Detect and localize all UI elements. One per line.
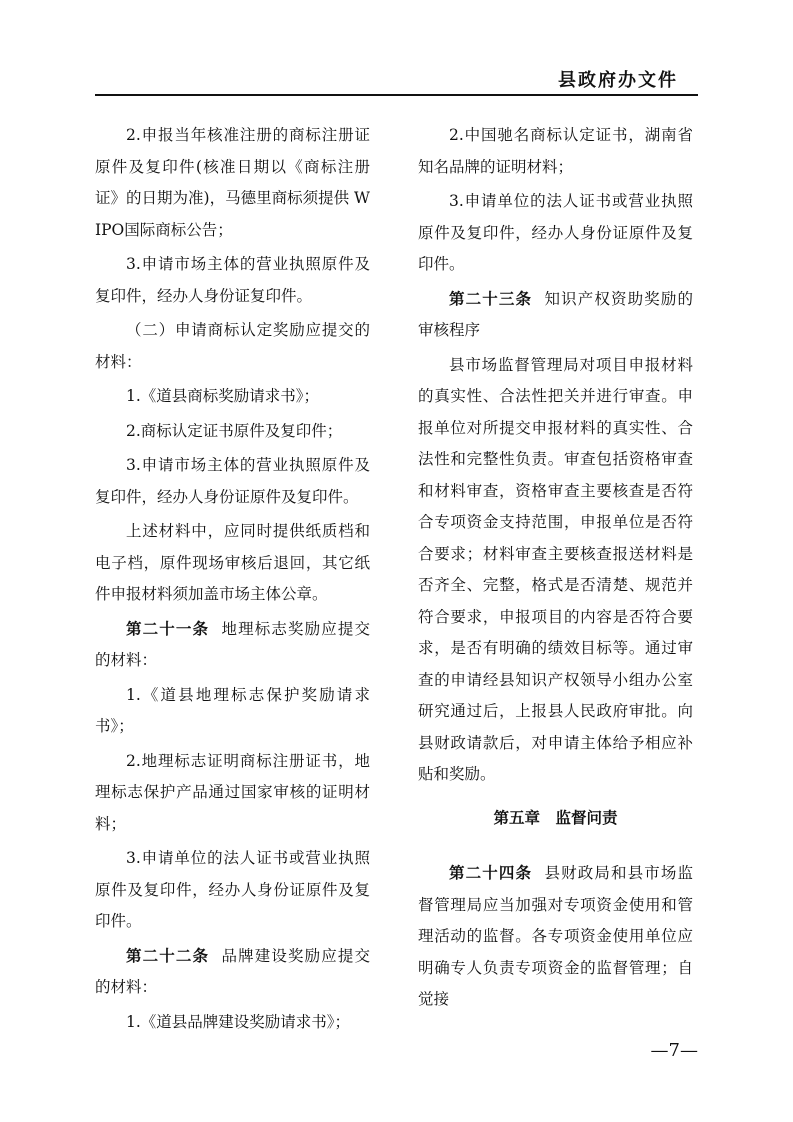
article-24: [418, 858, 693, 1016]
page-number: —7—: [650, 1040, 698, 1061]
article-23: [418, 284, 693, 347]
left-paragraph-1: 2.申报当年核准注册的商标注册证原件及复印件(核准日期以《商标注册证》的日期为准)，马德里商标须提供 WIPO国际商标公告；: [95, 126, 370, 239]
header-title: 县政府办文件: [558, 70, 678, 91]
left-paragraph-10: 3.申请单位的法人证书或营业执照原件及复印件，经办人身份证原件及复印件。: [95, 849, 370, 930]
left-paragraph-3: （二）申请商标认定奖励应提交的材料：: [95, 321, 370, 371]
left-paragraph-7: 上述材料中，应同时提供纸质档和电子档，原件现场审核后退回，其它纸件申报材料须加盖市场主体公章。: [95, 522, 370, 603]
article-21: [95, 614, 370, 677]
article-22-heading: 第二十二条: [126, 946, 210, 965]
header-divider: [95, 94, 698, 96]
right-paragraph-3: 县市场监督管理局对项目申报材料的真实性、合法性把关并进行审查。申报单位对所提交申报材料的真实性、合法性和完整性负责。审查包括资格审查和材料审查，资格审查主要核查是否符合专项资金支持范围，申报单位是否符合要求；材料审查主要核查报送材料是否齐全、完整，格式是否清楚、规范并符合要求，申报项目的内容是否符合要求，是否有明确的绩效目标等。通过审查的申请经县知识产权领导小组办公室研究通过后，上报县人民政府审批。向县财政请款后，对申请主体给予相应补贴和奖励。: [418, 355, 693, 783]
left-paragraph-2: 3.申请市场主体的营业执照原件及复印件，经办人身份证复印件。: [95, 255, 370, 305]
article-22: [95, 941, 370, 1004]
article-24-heading: 第二十四条: [449, 864, 533, 882]
right-column: [418, 120, 693, 1019]
left-paragraph-11: 1.《道县品牌建设奖励请求书》；: [126, 1012, 351, 1031]
left-paragraph-8: 1.《道县地理标志保护奖励请求书》；: [95, 685, 370, 735]
right-paragraph-1: 2.中国驰名商标认定证书，湖南省知名品牌的证明材料；: [418, 126, 693, 176]
left-column: [95, 120, 370, 1041]
chapter-5-heading: 第五章 监督问责: [493, 808, 618, 827]
article-24-text: 县财政局和县市场监督管理局应当加强对专项资金使用和管理活动的监督。各专项资金使用单位应明确专人负责专项资金的监督管理；自觉接: [418, 864, 693, 1008]
left-paragraph-4: 1.《道县商标奖励请求书》；: [126, 387, 320, 405]
right-paragraph-2: 3.申请单位的法人证书或营业执照原件及复印件，经办人身份证原件及复印件。: [418, 192, 693, 273]
article-21-heading: 第二十一条: [126, 619, 210, 638]
article-23-text: 知识产权资助奖励的审核程序: [418, 289, 693, 339]
left-paragraph-9: 2.地理标志证明商标注册证书，地理标志保护产品通过国家审核的证明材料；: [95, 751, 370, 833]
left-paragraph-5: 2.商标认定证书原件及复印件；: [126, 421, 343, 440]
article-23-heading: 第二十三条: [449, 289, 533, 308]
article-22-text: 品牌建设奖励应提交的材料：: [95, 946, 370, 996]
article-21-text: 地理标志奖励应提交的材料：: [95, 619, 370, 669]
left-paragraph-6: 3.申请市场主体的营业执照原件及复印件，经办人身份证原件及复印件。: [95, 456, 370, 506]
